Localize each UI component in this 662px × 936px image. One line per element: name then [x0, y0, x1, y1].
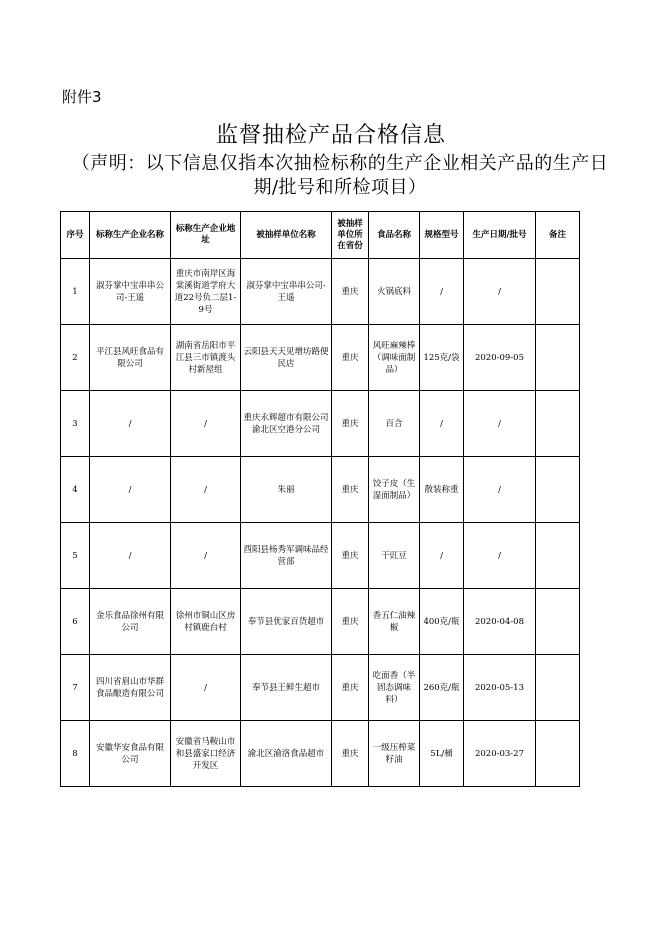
table-cell: 4: [61, 457, 90, 523]
table-cell: 安徽省马鞍山市和县盛家口经济开发区: [171, 721, 241, 787]
header-cell: 规格型号: [420, 212, 464, 259]
table-cell: 重庆市南岸区海棠溪街道学府大道22号负二层1-9号: [171, 259, 241, 325]
table-cell: [536, 457, 580, 523]
table-cell: 平江县风旺食品有限公司: [90, 325, 171, 391]
table-cell: 重庆: [332, 589, 369, 655]
table-cell: 酉阳县杨秀军调味品经营部: [241, 523, 332, 589]
table-row: [61, 391, 580, 457]
table-cell: /: [420, 523, 464, 589]
table-cell: 1: [61, 259, 90, 325]
table-cell: /: [420, 259, 464, 325]
table-cell: 重庆: [332, 655, 369, 721]
table-cell: 吃面香（半固态调味料）: [369, 655, 420, 721]
table-cell: 3: [61, 391, 90, 457]
table-cell: [536, 589, 580, 655]
table-cell: 2020-03-27: [464, 721, 536, 787]
table-row: [61, 721, 580, 787]
table-row: [61, 457, 580, 523]
table-cell: 7: [61, 655, 90, 721]
table-row: [61, 259, 580, 325]
table-cell: 重庆: [332, 721, 369, 787]
table-row: [61, 589, 580, 655]
table-cell: 渝北区渝洛食品超市: [241, 721, 332, 787]
table-cell: 2020-09-05: [464, 325, 536, 391]
attachment-label: 附件3: [62, 88, 102, 106]
table-cell: 重庆: [332, 259, 369, 325]
header-row: [61, 212, 580, 259]
table-cell: 重庆永辉超市有限公司渝北区空港分公司: [241, 391, 332, 457]
table-cell: 5L/桶: [420, 721, 464, 787]
table-cell: 风旺麻辣棒（调味面制品）: [369, 325, 420, 391]
table-cell: 湖南省岳阳市平江县三市镇渡头村新屋组: [171, 325, 241, 391]
table-cell: 125克/袋: [420, 325, 464, 391]
table-cell: 淑芬掌中宝串串公司-王遥: [90, 259, 171, 325]
table-cell: [536, 523, 580, 589]
table-cell: /: [171, 655, 241, 721]
table-row: [61, 325, 580, 391]
table-row: [61, 655, 580, 721]
table-cell: 重庆: [332, 325, 369, 391]
header-cell: 标称生产企业地址: [171, 212, 241, 259]
table-cell: 奉节县优家百货超市: [241, 589, 332, 655]
table-cell: [536, 325, 580, 391]
header-cell: 被抽样单位名称: [241, 212, 332, 259]
header-cell: 生产日期/批号: [464, 212, 536, 259]
table-cell: [536, 655, 580, 721]
table-cell: 一级压榨菜籽油: [369, 721, 420, 787]
table-cell: 干豇豆: [369, 523, 420, 589]
table-cell: 饺子皮（生湿面制品）: [369, 457, 420, 523]
table-cell: 安徽华安食品有限公司: [90, 721, 171, 787]
table-cell: 朱丽: [241, 457, 332, 523]
page-title: 监督抽检产品合格信息: [215, 123, 446, 148]
table-cell: 8: [61, 721, 90, 787]
header-cell: 食品名称: [369, 212, 420, 259]
product-table: [60, 211, 580, 787]
table-cell: 2: [61, 325, 90, 391]
table-cell: 奉节县王鲜生超市: [241, 655, 332, 721]
table-cell: /: [90, 457, 171, 523]
table-cell: /: [464, 259, 536, 325]
table-cell: 2020-05-13: [464, 655, 536, 721]
table-cell: 云阳县天天见增坊路便民店: [241, 325, 332, 391]
header-cell: 备注: [536, 212, 580, 259]
header-cell: 被抽样单位所在省份: [332, 212, 369, 259]
table-cell: /: [464, 457, 536, 523]
table-cell: /: [90, 523, 171, 589]
table-cell: /: [420, 391, 464, 457]
statement: （声明：以下信息仅指本次抽检标称的生产企业相关产品的生产日期/批号和所检项目）: [71, 153, 609, 198]
table-cell: 重庆: [332, 523, 369, 589]
table-cell: 金乐食品徐州有限公司: [90, 589, 171, 655]
table-cell: 6: [61, 589, 90, 655]
table-cell: /: [90, 391, 171, 457]
table-cell: 重庆: [332, 391, 369, 457]
table-cell: 淑芬掌中宝串串公司-王遥: [241, 259, 332, 325]
table-cell: 散装称重: [420, 457, 464, 523]
table-cell: [536, 259, 580, 325]
table-cell: 2020-04-08: [464, 589, 536, 655]
table-cell: 香五仁油辣椒: [369, 589, 420, 655]
table-cell: 重庆: [332, 457, 369, 523]
table-cell: /: [464, 523, 536, 589]
table-cell: /: [171, 523, 241, 589]
table-cell: 四川省眉山市华群食品酿造有限公司: [90, 655, 171, 721]
table-cell: 5: [61, 523, 90, 589]
table-cell: 260克/瓶: [420, 655, 464, 721]
table-cell: 400克/瓶: [420, 589, 464, 655]
header-cell: 标称生产企业名称: [90, 212, 171, 259]
table-cell: 徐州市铜山区房村镇鹿台村: [171, 589, 241, 655]
header-cell: 序号: [61, 212, 90, 259]
table-row: [61, 523, 580, 589]
table-cell: /: [464, 391, 536, 457]
table-cell: /: [171, 391, 241, 457]
table-cell: 火锅底料: [369, 259, 420, 325]
table-cell: /: [171, 457, 241, 523]
table-cell: 百合: [369, 391, 420, 457]
table-cell: [536, 721, 580, 787]
table-cell: [536, 391, 580, 457]
